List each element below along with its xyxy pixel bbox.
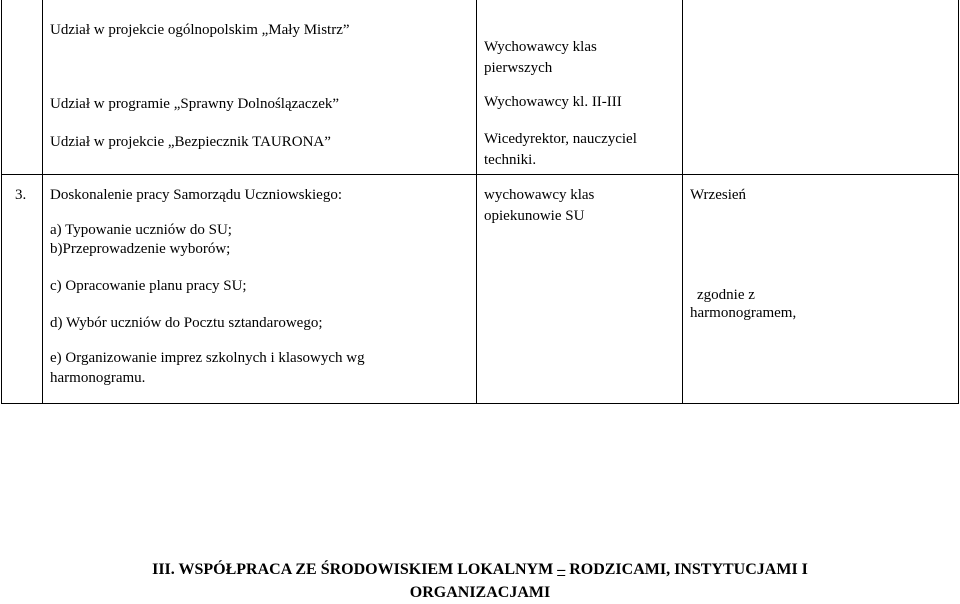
- section-heading-line1: [0, 558, 960, 581]
- section-heading-line2: ORGANIZACJAMI: [409, 584, 551, 601]
- section-heading-prefix: III. WSPÓŁPRACA ZE ŚRODOWISKIEM LOKALNYM: [152, 561, 558, 578]
- su-responsible-line2: opiekunowie SU: [484, 208, 585, 224]
- responsible-first-grade-line2: pierwszych: [484, 60, 553, 76]
- su-item-e-line2: harmonogramu.: [50, 370, 146, 386]
- su-term-schedule-line1: zgodnie z: [697, 287, 755, 303]
- su-item-b: b)Przeprowadzenie wyborów;: [50, 241, 231, 257]
- project-maly-mistrz: Udział w projekcie ogólnopolskim „Mały Mistrz”: [50, 22, 350, 38]
- responsible-first-grade-line1: Wychowawcy klas: [484, 39, 597, 55]
- table-right-border: [958, 0, 959, 404]
- su-task-title: Doskonalenie pracy Samorządu Uczniowskiego:: [50, 187, 342, 203]
- responsible-vice-director-line1: Wicedyrektor, nauczyciel: [484, 131, 637, 147]
- responsible-vice-director-line2: techniki.: [484, 152, 537, 168]
- table-left-border: [1, 0, 2, 404]
- row-number: 3.: [15, 187, 27, 203]
- su-term-schedule-line2: harmonogramem,: [690, 305, 797, 321]
- table-col-divider-2: [476, 0, 477, 404]
- su-item-c: c) Opracowanie planu pracy SU;: [50, 278, 247, 294]
- su-item-d: d) Wybór uczniów do Pocztu sztandarowego;: [50, 315, 323, 331]
- su-item-e-line1: e) Organizowanie imprez szkolnych i klasowych wg: [50, 350, 365, 366]
- su-term-september: Wrzesień: [690, 187, 747, 203]
- program-sprawny-dolnoslazaczek: Udział w programie „Sprawny Dolnoślązaczek”: [50, 96, 340, 112]
- su-responsible-line1: wychowawcy klas: [484, 187, 595, 203]
- project-bezpiecznik-taurona: Udział w projekcie „Bezpiecznik TAURONA”: [50, 134, 331, 150]
- table-col-divider-3: [682, 0, 683, 404]
- section-heading-dash: –: [557, 561, 566, 578]
- table-row-divider: [1, 174, 959, 175]
- su-item-a: a) Typowanie uczniów do SU;: [50, 222, 232, 238]
- table-col-divider-1: [42, 0, 43, 404]
- section-heading-suffix: RODZICAMI, INSTYTUCJAMI I: [565, 561, 808, 578]
- table-bottom-border: [1, 403, 959, 404]
- responsible-grades-ii-iii: Wychowawcy kl. II-III: [484, 94, 622, 110]
